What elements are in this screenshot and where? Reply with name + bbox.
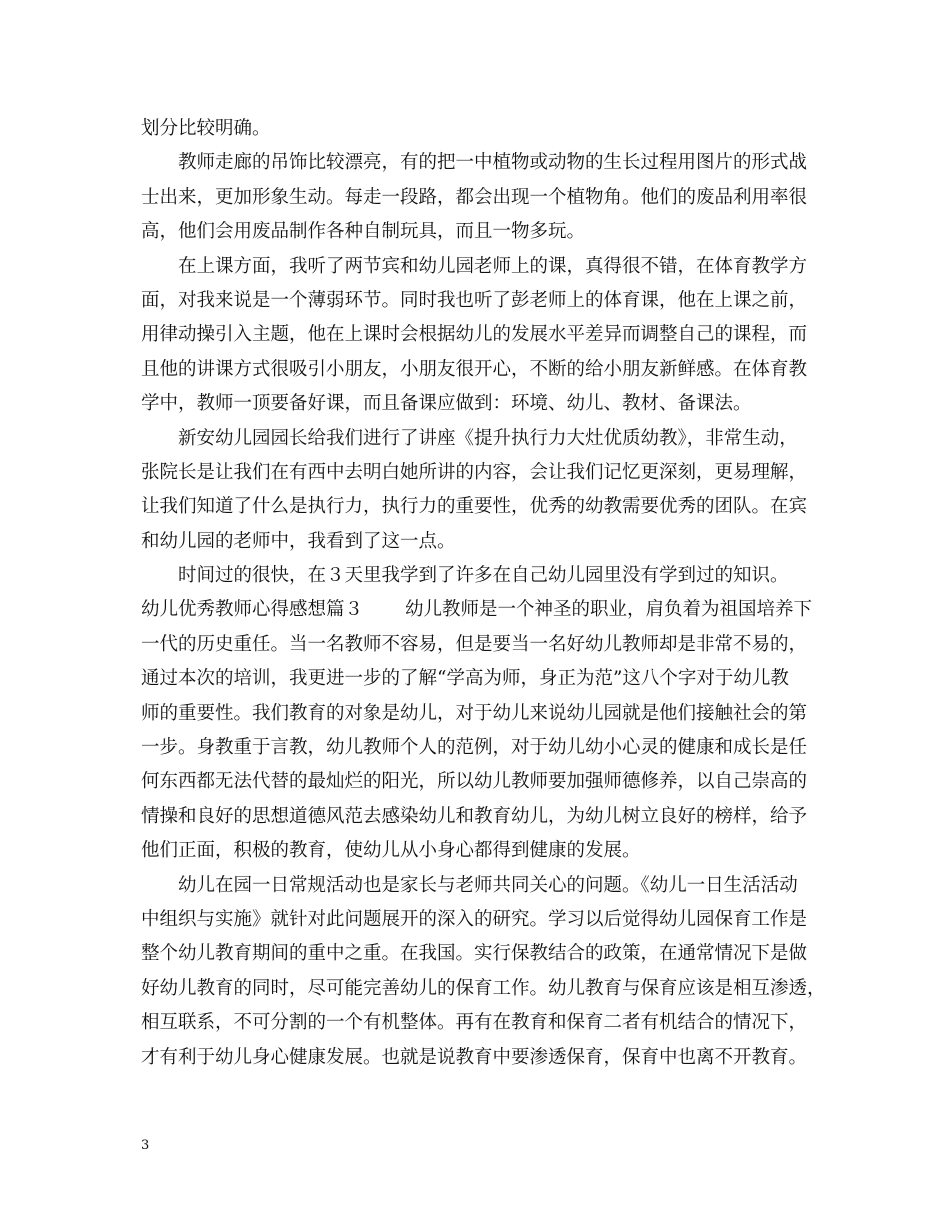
text-line: 高，他们会用废品制作各种自制玩具，而且一物多玩。 [141, 221, 586, 243]
text-line: 相互联系，不可分割的一个有机整体。再有在教育和保育二者有机结合的情况下， [141, 1012, 808, 1034]
text-line: 用律动操引入主题，他在上课时会根据幼儿的发展水平差异而调整自己的课程，而 [141, 324, 808, 346]
page-number: 3 [141, 1138, 150, 1153]
section-heading: 幼儿优秀教师心得感想篇３ [141, 599, 364, 621]
text-line: 才有利于幼儿身心健康发展。也就是说教育中要渗透保育，保育中也离不开教育。 [141, 1046, 808, 1068]
text-line: 张院长是让我们在有西中去明白她所讲的内容，会让我们记忆更深刻，更易理解， [141, 461, 808, 483]
section-heading-line [141, 593, 813, 627]
text-line: 何东西都无法代替的最灿烂的阳光，所以幼儿教师要加强师德修养，以自己崇高的 [141, 771, 808, 793]
text-line: 通过本次的培训，我更进一步的了解“学高为师，身正为范”这八个字对于幼儿教 [141, 668, 789, 690]
text-line: 一代的历史重任。当一名教师不容易，但是要当一名好幼儿教师却是非常不易的， [141, 633, 808, 655]
text-line: 在上课方面，我听了两节宾和幼儿园老师上的课，真得很不错，在体育教学方 [178, 255, 808, 277]
text-line: 和幼儿园的老师中，我看到了这一点。 [141, 530, 456, 552]
text-line: 师的重要性。我们教育的对象是幼儿，对于幼儿来说幼儿园就是他们接触社会的第 [141, 702, 808, 724]
text-line: 教师走廊的吊饰比较漂亮，有的把一中植物或动物的生长过程用图片的形式战 [178, 152, 808, 174]
text-line: 一步。身教重于言教，幼儿教师个人的范例，对于幼儿幼小心灵的健康和成长是任 [141, 737, 808, 759]
text-line: 士出来，更加形象生动。每走一段路，都会出现一个植物角。他们的废品利用率很 [141, 186, 808, 208]
text-line: 面，对我来说是一个薄弱环节。同时我也听了彭老师上的体育课，他在上课之前， [141, 289, 808, 311]
text-line: 整个幼儿教育期间的重中之重。在我国。实行保教结合的政策，在通常情况下是做 [141, 943, 808, 965]
text-line: 情操和良好的思想道德风范去感染幼儿和教育幼儿，为幼儿树立良好的榜样，给予 [141, 805, 808, 827]
text-line: 好幼儿教育的同时，尽可能完善幼儿的保育工作。幼儿教育与保育应该是相互渗透， [141, 977, 826, 999]
body-text [141, 112, 826, 1075]
text-line: 中组织与实施》就针对此问题展开的深入的研究。学习以后觉得幼儿园保育工作是 [141, 908, 808, 930]
text-line: 幼儿在园一日常规活动也是家长与老师共同关心的问题。《幼儿一日生活活动 [178, 874, 798, 896]
text-line: 且他的讲课方式很吸引小朋友，小朋友很开心，不断的给小朋友新鲜感。在体育教 [141, 358, 808, 380]
text-line: 时间过的很快，在３天里我学到了许多在自己幼儿园里没有学到过的知识。 [178, 565, 789, 587]
text-line: 他们正面，积极的教育，使幼儿从小身心都得到健康的发展。 [141, 840, 641, 862]
text-line: 新安幼儿园园长给我们进行了讲座《提升执行力大灶优质幼教》，非常生动， [178, 427, 798, 449]
text-line: 学中，教师一顶要备好课，而且备课应做到：环境、幼儿、教材、备课法。 [141, 393, 752, 415]
text-line: 让我们知道了什么是执行力，执行力的重要性，优秀的幼教需要优秀的团队。在宾 [141, 496, 808, 518]
text-line: 幼儿教师是一个神圣的职业，肩负着为祖国培养下 [405, 599, 813, 621]
text-line: 划分比较明确。 [141, 118, 271, 139]
